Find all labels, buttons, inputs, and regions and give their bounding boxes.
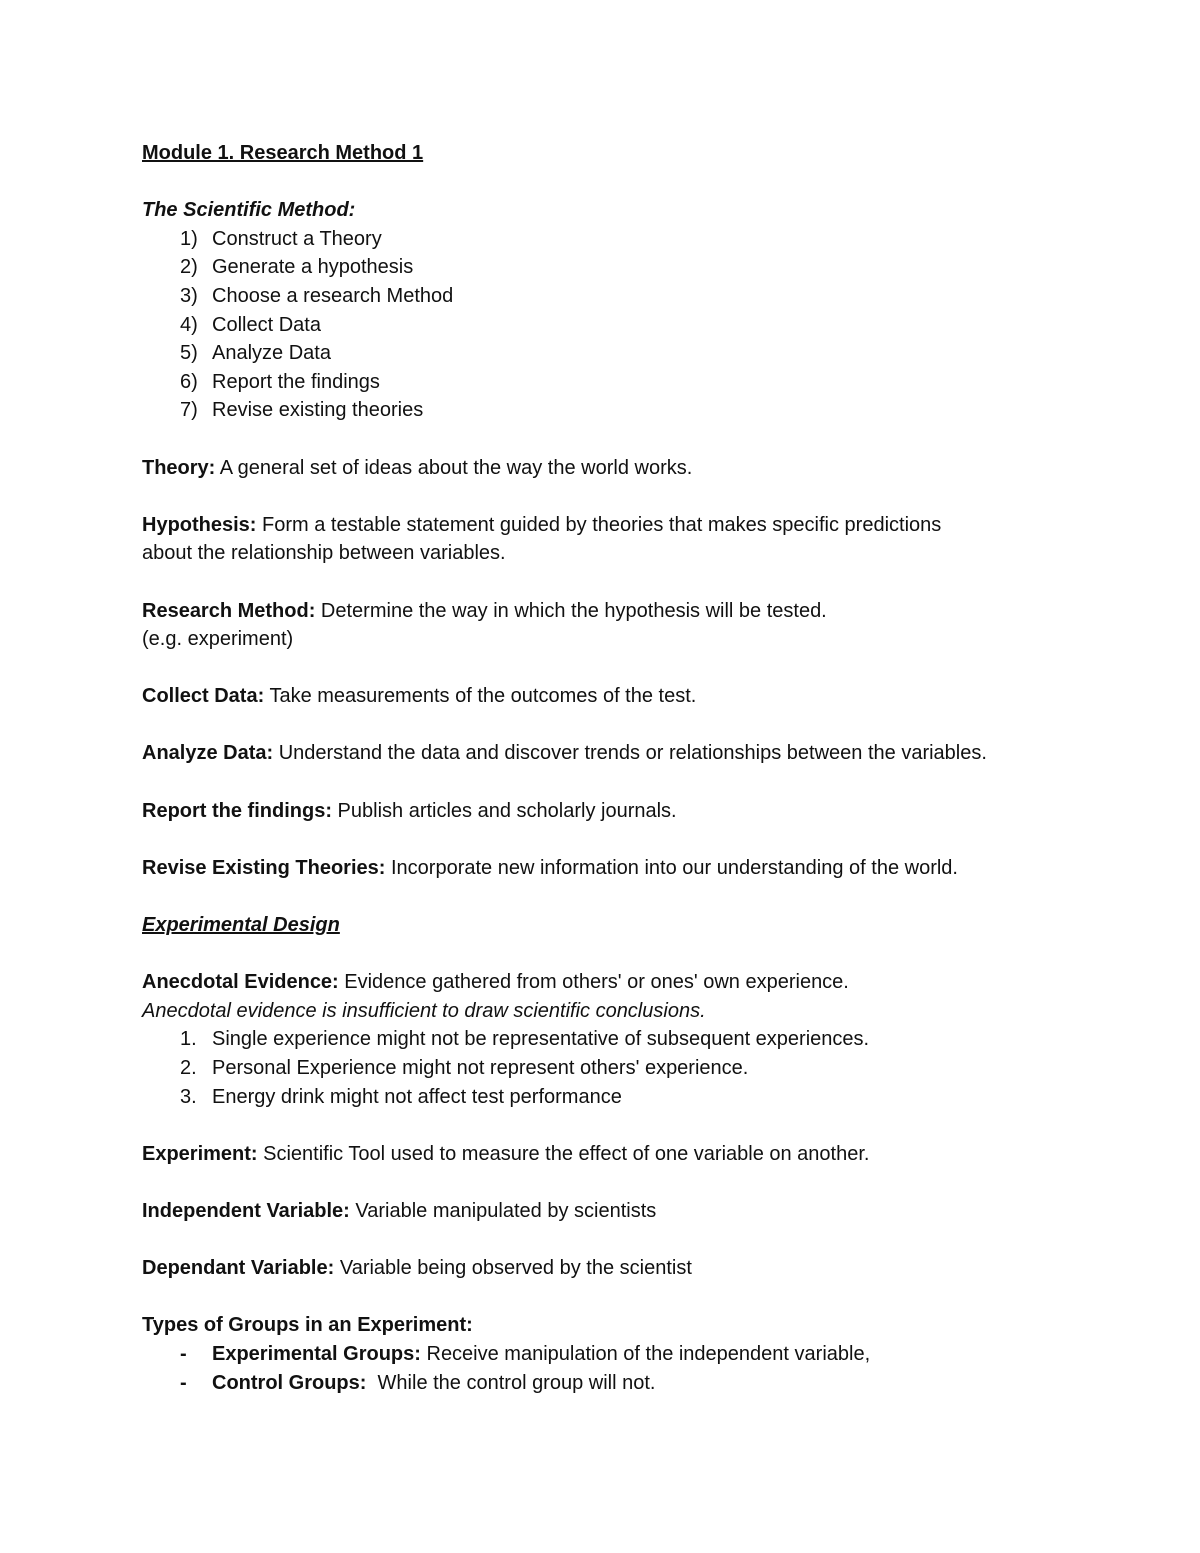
list-item: 7) Revise existing theories <box>180 399 424 422</box>
definition-collect-data: Collect Data: Take measurements of the outcomes of the test. <box>142 685 697 708</box>
definition-hypothesis-cont: about the relationship between variables. <box>142 542 506 565</box>
definition-independent-variable: Independent Variable: Variable manipulated by scientists <box>142 1199 657 1222</box>
definition-revise-theories: Revise Existing Theories: Incorporate new information into our understanding of the world. <box>142 856 958 879</box>
definition-theory: Theory: A general set of ideas about the way the world works. <box>142 456 693 479</box>
definition-dependent-variable: Dependant Variable: Variable being observed by the scientist <box>142 1257 692 1280</box>
list-item: 1. Single experience might not be representative of subsequent experiences. <box>180 1028 870 1051</box>
definition-hypothesis: Hypothesis: Form a testable statement guided by theories that makes specific predictions <box>142 513 942 536</box>
list-item: 4) Collect Data <box>180 313 321 336</box>
list-item: - Experimental Groups: Receive manipulation of the independent variable, <box>180 1342 871 1365</box>
groups-list <box>142 1340 1102 1397</box>
anecdotal-points <box>142 1025 1102 1111</box>
definition-research-method: Research Method: Determine the way in which the hypothesis will be tested. <box>142 599 827 622</box>
scientific-method-steps <box>142 225 1102 425</box>
list-item: 2) Generate a hypothesis <box>180 256 414 279</box>
groups-heading: Types of Groups in an Experiment: <box>142 1314 473 1337</box>
list-item: 6) Report the findings <box>180 370 380 393</box>
list-item: 3) Choose a research Method <box>180 284 454 307</box>
definition-research-method-cont: (e.g. experiment) <box>142 628 294 651</box>
definition-report-findings: Report the findings: Publish articles and scholarly journals. <box>142 799 677 822</box>
definition-experiment: Experiment: Scientific Tool used to measure the effect of one variable on another. <box>142 1142 870 1165</box>
list-item: - Control Groups: While the control group will not. <box>180 1371 656 1394</box>
definition-anecdotal-evidence: Anecdotal Evidence: Evidence gathered from others' or ones' own experience. <box>142 971 849 994</box>
experimental-design-heading: Experimental Design <box>142 914 340 937</box>
scientific-method-heading: The Scientific Method: <box>142 199 356 222</box>
list-item: 2. Personal Experience might not represent others' experience. <box>180 1057 749 1079</box>
list-item: 3. Energy drink might not affect test performance <box>180 1085 622 1108</box>
definition-analyze-data: Analyze Data: Understand the data and discover trends or relationships between the variables. <box>142 742 987 765</box>
list-item: 5) Analyze Data <box>180 342 331 365</box>
document-page <box>142 139 1102 1397</box>
document-title: Module 1. Research Method 1 <box>142 142 424 164</box>
anecdotal-note: Anecdotal evidence is insufficient to draw scientific conclusions. <box>142 999 706 1022</box>
list-item: 1) Construct a Theory <box>180 227 382 250</box>
